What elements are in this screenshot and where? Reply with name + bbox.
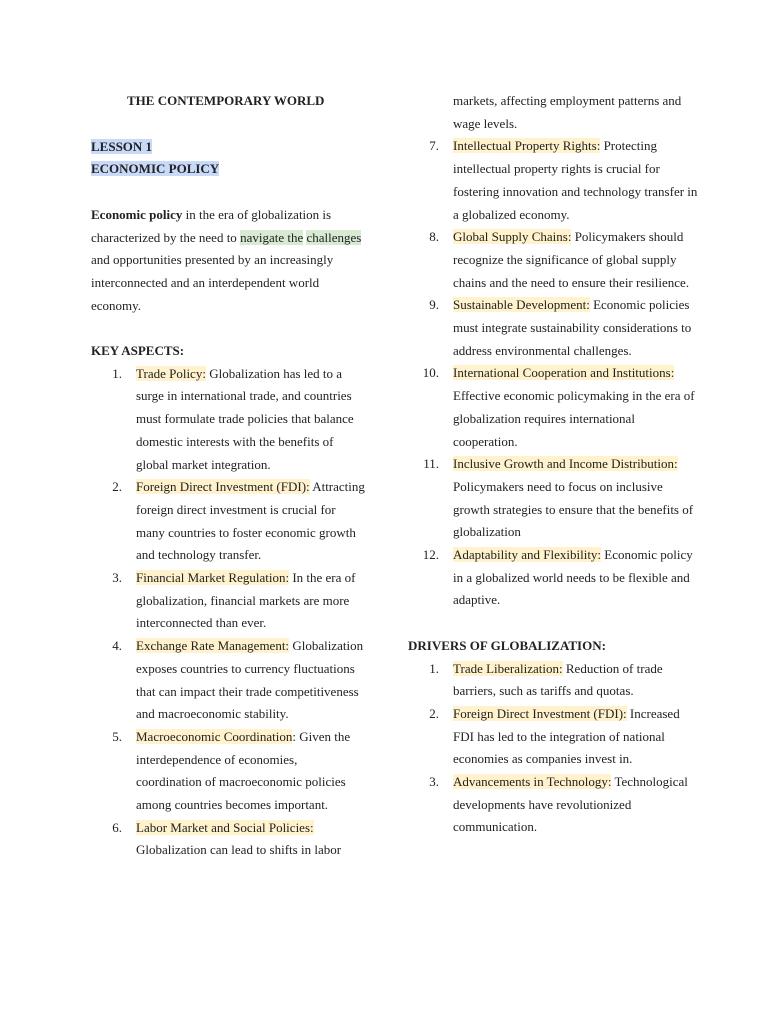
item-number: 5. [112, 728, 122, 744]
item-number: 3. [112, 570, 122, 586]
item-text: In the era of globalization, financial markets are more interconnected than ever. [136, 570, 356, 631]
item-term: Macroeconomic Coordination [136, 728, 293, 744]
list-item [408, 544, 698, 612]
list-item [408, 362, 698, 453]
lesson-name [91, 158, 366, 181]
item-text: Reduction of trade barriers, such as tariffs and quotas. [453, 660, 663, 699]
item-text: Policymakers need to focus on inclusive growth strategies to ensure that the benefits of globalization [453, 478, 694, 540]
intro-text-post: and opportunities presented by an increasingly interconnected and an interdependent world economy. [91, 252, 334, 313]
list-item [408, 703, 698, 771]
list-item [91, 726, 366, 817]
drivers-heading: DRIVERS OF GLOBALIZATION: [408, 637, 606, 653]
item-number: 9. [429, 297, 439, 313]
list-continuation: markets, affecting employment patterns and wage levels. [453, 93, 682, 131]
item-number: 4. [112, 638, 122, 654]
list-item [408, 226, 698, 294]
item-term: Sustainable Development: [453, 297, 590, 313]
list-item [91, 817, 366, 862]
item-term: International Cooperation and Institutions: [453, 365, 675, 381]
item-text: Globalization can lead to shifts in labor [136, 842, 342, 858]
list-item [408, 771, 698, 839]
item-text: Economic policies must integrate sustainability considerations to address environmental challenges. [453, 297, 692, 358]
lesson-name-text: ECONOMIC POLICY [91, 161, 220, 177]
item-number: 10. [422, 365, 439, 381]
list-item [91, 635, 366, 726]
item-text: Increased FDI has led to the integration of national economies as companies invest in. [453, 705, 680, 767]
list-item [408, 294, 698, 362]
item-term: Adaptability and Flexibility: [453, 547, 602, 563]
intro-highlight-1: navigate the [240, 229, 304, 245]
item-term: Labor Market and Social Policies: [136, 819, 314, 835]
document-title: THE CONTEMPORARY WORLD [127, 93, 325, 108]
item-term: Foreign Direct Investment (FDI): [453, 705, 627, 721]
item-number: 2. [429, 705, 439, 721]
item-number: 7. [429, 138, 439, 154]
item-term: Exchange Rate Management: [136, 638, 290, 654]
list-item [91, 363, 366, 477]
item-text: Effective economic policymaking in the era of globalization requires international cooperation. [453, 388, 695, 449]
item-text: Technological developments have revolutionized communication. [453, 774, 688, 835]
item-number: 1. [112, 365, 122, 381]
list-item [408, 135, 698, 226]
item-number: 6. [112, 819, 122, 835]
list-item [91, 476, 366, 567]
intro-bold-term: Economic policy [91, 206, 183, 222]
item-number: 8. [429, 229, 439, 245]
intro-highlight-2: challenges [306, 229, 362, 245]
item-text: Attracting foreign direct investment is crucial for many countries to foster economic growth and technology transfer. [136, 479, 365, 563]
list-item [91, 567, 366, 635]
item-number: 3. [429, 774, 439, 790]
item-text: Protecting intellectual property rights is crucial for fostering innovation and technology transfer in a globalized economy. [453, 138, 698, 222]
right-column [408, 90, 698, 839]
item-text: Globalization exposes countries to currency fluctuations that can impact their trade competitiveness and macroeconomic stability. [136, 638, 364, 722]
drivers-list [408, 658, 698, 840]
key-aspects-list-left [91, 363, 366, 862]
item-term: Trade Policy: [136, 365, 206, 381]
lesson-number-text: LESSON 1 [91, 138, 153, 154]
item-text: Globalization has led to a surge in international trade, and countries must formulate trade policies that balance domestic interests with the benefits of global market integration. [136, 365, 354, 472]
key-aspects-list-right [408, 135, 698, 612]
list-item [408, 453, 698, 544]
intro-paragraph [91, 204, 366, 318]
item-term: Inclusive Growth and Income Distribution: [453, 456, 678, 472]
item-text: Economic policy in a globalized world needs to be flexible and adaptive. [453, 547, 693, 608]
item-term: Advancements in Technology: [453, 774, 612, 790]
item-term: Financial Market Regulation: [136, 570, 290, 586]
left-column [91, 90, 366, 862]
key-aspects-heading: KEY ASPECTS: [91, 343, 185, 358]
item-term: Global Supply Chains: [453, 229, 572, 245]
item-term: Foreign Direct Investment (FDI): [136, 479, 310, 495]
item-text: : Given the interdependence of economies, coordination of macroeconomic policies among countries becomes important. [136, 728, 351, 813]
intro-text-pre: in the era of globalization is characterized by the need to [91, 206, 332, 245]
list-item [408, 658, 698, 703]
item-text: Policymakers should recognize the significance of global supply chains and the need to ensure their resilience. [453, 229, 690, 290]
item-number: 12. [422, 547, 439, 563]
item-number: 2. [112, 479, 122, 495]
item-term: Intellectual Property Rights: [453, 138, 601, 154]
item-term: Trade Liberalization: [453, 660, 563, 676]
item-number: 11. [423, 456, 439, 472]
lesson-number [91, 136, 366, 159]
item-number: 1. [429, 660, 439, 676]
